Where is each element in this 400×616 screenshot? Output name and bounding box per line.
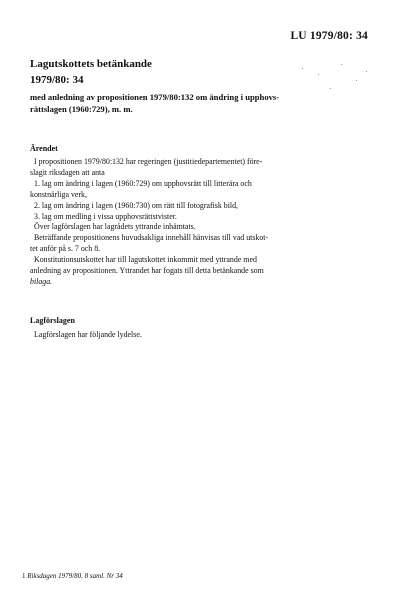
paragraph-line: I propositionen 1979/80:132 har regeringen (justitiedepartementet) före-	[34, 157, 263, 166]
section-heading-arendet: Ärendet	[30, 144, 58, 153]
subject-line: rättslagen (1960:729), m. m.	[30, 103, 133, 114]
section-heading-lagforslagen: Lagförslagen	[30, 316, 75, 325]
paragraph-line: konstnärliga verk,	[30, 189, 87, 199]
paragraph-line: anledning av propositionen. Yttrandet har fogats till detta betänkande som	[30, 266, 264, 276]
scan-noise	[300, 60, 380, 100]
list-item: 3. lag om medling i vissa upphovsrättstvister.	[34, 211, 177, 221]
subject-line: med anledning av propositionen 1979/80:132 om ändring i upphovs-	[30, 92, 280, 102]
list-item: 1. lag om ändring i lagen (1960:729) om upphovsrätt till litterära och	[34, 178, 252, 188]
list-item: 2. lag om ändring i lagen (1960:730) om rätt till fotografisk bild,	[34, 200, 239, 210]
lagforslagen-body	[30, 330, 380, 341]
paragraph-line: tet anför på s. 7 och 8.	[30, 244, 101, 254]
paragraph-line: Beträffande propositionens huvudsakliga innehåll hänvisas till vad utskot-	[34, 233, 269, 243]
paragraph-line-italic: bilaga.	[30, 276, 53, 286]
footer-page-number: 1	[22, 572, 26, 580]
document-code: LU 1979/80: 34	[290, 30, 368, 42]
paragraph-line: Över lagförslagen har lagrådets yttrande inhämtats.	[34, 222, 196, 232]
paragraph-line: slagit riksdagen att anta	[30, 167, 105, 177]
arendet-body	[30, 157, 380, 288]
paragraph-line: Lagförslagen har följande lydelse.	[34, 330, 142, 339]
page-footer	[22, 572, 123, 580]
paragraph-line: Konstitutionsutskottet har till lagutskottet inkommit med yttrande med	[34, 255, 257, 265]
report-number: 1979/80: 34	[30, 74, 84, 86]
footer-text: Riksdagen 1979/80. 8 saml. Nr 34	[27, 572, 123, 580]
committee-title: Lagutskottets betänkande	[30, 58, 152, 70]
